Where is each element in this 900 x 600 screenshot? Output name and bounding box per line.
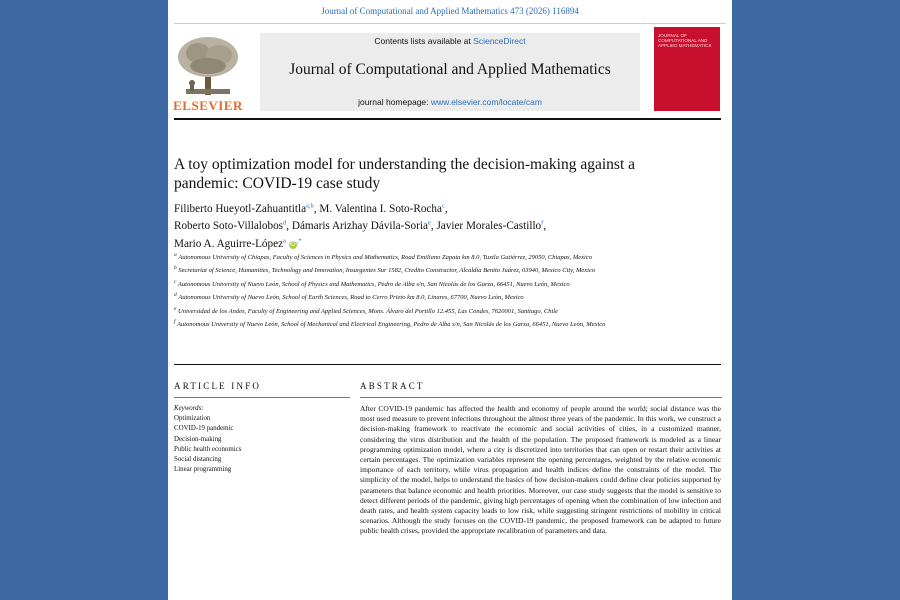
- affiliation-marker[interactable]: e: [427, 219, 431, 227]
- abstract-heading: ABSTRACT: [360, 381, 425, 391]
- contents-line: [260, 36, 640, 46]
- homepage-link[interactable]: www.elsevier.com/locate/cam: [430, 97, 542, 107]
- affiliation-marker[interactable]: a,b: [306, 202, 314, 209]
- keyword: Public health economics: [174, 445, 242, 453]
- author: Dámaris Arizhay Dávila-Soria$^e$,: [291, 219, 434, 233]
- publisher-name: ELSEVIER: [173, 98, 243, 113]
- divider: [174, 364, 721, 365]
- author: Mario A. Aguirre-López$^a$ iD,*: [174, 237, 302, 251]
- affiliation-marker[interactable]: c: [441, 202, 445, 209]
- journal-title: Journal of Computational and Applied Mathematics: [289, 61, 611, 78]
- affiliation-item: $^d$ Autonomous University of Nuevo León, School of Earth Sciences, Road to Cerro Prieto km 8.0, Linares, 67700, Nuevo León, Mexico: [174, 292, 524, 302]
- corresponding-author-marker[interactable]: ,*: [296, 237, 302, 245]
- journal-masthead: [260, 33, 640, 111]
- keyword: Social distancing: [174, 456, 222, 464]
- divider: [174, 23, 726, 24]
- contents-prefix: Contents lists available at: [374, 36, 471, 46]
- affiliation-item: $^a$ Autonomous University of Chiapas, Faculty of Sciences in Physics and Mathematics, Road Emiliano Zapata km 8.0, Tuxtla Gutiérrez, 29050, Chiapas, Mexico: [174, 252, 592, 262]
- homepage-line: [260, 97, 640, 107]
- affiliation-marker[interactable]: d: [283, 219, 287, 227]
- affiliations: [174, 250, 634, 331]
- abstract-text: After COVID-19 pandemic has affected the health and economy of people around the world; social distance was the most used measure to prevent infections throughout the almost three years of the pandemic. In this work, we construct a decision-making framework to reactivate the economic and social activities of cities, in a customized manner, considering the virus distribution and the health of the population. The proposed framework is modeled as a linear programming optimization model, where a city is discretized into territories that can open or restart their activities at certain percentages. The optimization variables represent the opening percentages, weighted by the relative economic importance of each territory, while virus propagation and health indices define the constraints of the model. The simplicity of the model, helps to understand the basics of how decision-makers could define clear policies supported by parameters that balance economic and health priorities. Moreover, our case study suggests that the model is sensitive to detect different periods of the pandemic, giving high percentages of opening when the combination of low infection and death rates, and health system capacity leads to low risk, while suggesting stringent restrictions of mobility in critical scenarios. Although the study focuses on the COVID-19 pandemic, the proposed framework can be adapted to future public health crises, provided the appropriate recalibration of parameters and data.: [360, 404, 721, 536]
- orcid-icon[interactable]: iD: [289, 242, 296, 249]
- keyword: Optimization: [174, 415, 211, 423]
- keyword: Linear programming: [174, 466, 232, 474]
- journal-citation[interactable]: Journal of Computational and Applied Mathematics 473 (2026) 116894: [321, 6, 579, 16]
- affiliation-item: $^b$ Secretariat of Science, Humanities, Technology and Innovation, Insurgentes Sur 1582, Credito Constructor, Alcaldía Benito Juárez, 03940, Mexico City, Mexico: [174, 265, 596, 275]
- author: Javier Morales-Castillo$^f$,: [436, 219, 547, 233]
- keywords-label: Keywords:: [174, 405, 204, 412]
- affiliation-item: $^c$ Autonomous University of Nuevo León, School of Physics and Mathematics, Pedro de Alba s/n, San Nicolás de los Garza, 66451, Nuevo León, Mexico: [174, 278, 570, 289]
- affiliation-marker[interactable]: a: [283, 237, 286, 245]
- divider: [174, 118, 721, 120]
- keyword: COVID-19 pandemic: [174, 425, 234, 433]
- affiliation-marker[interactable]: f: [541, 219, 544, 227]
- author: Roberto Soto-Villalobos$^d$,: [174, 219, 290, 233]
- author-list: [174, 199, 694, 252]
- author: Filiberto Hueyotl-Zahuantitla$^{a,b}$,: [174, 202, 317, 215]
- paper-title: A toy optimization model for understanding the decision-making against a pandemic: COVID-19 case study: [174, 156, 636, 192]
- keywords-list: [174, 404, 350, 475]
- cover-title: JOURNAL OF COMPUTATIONAL AND APPLIED MATHEMATICS: [658, 33, 712, 48]
- affiliation-item: $^f$ Autonomous University of Nuevo León, School of Mechanical and Electrical Engineering, Pedro de Alba s/n, San Nicolás de los Garza, 66451, Nuevo León, Mexico: [174, 319, 606, 329]
- homepage-prefix: journal homepage:: [358, 97, 429, 107]
- sciencedirect-link[interactable]: ScienceDirect: [473, 36, 526, 46]
- journal-cover-image[interactable]: [654, 27, 720, 111]
- affiliation-item: $^e$ Universidad de los Andes, Faculty of Engineering and Applied Sciences, Mons. Álvaro del Portillo 12.455, Las Condes, 7620001, Santiago, Chile: [174, 305, 558, 315]
- divider: [360, 397, 722, 398]
- keyword: Decision-making: [174, 435, 222, 443]
- author: M. Valentina I. Soto-Rocha$^c$,: [319, 202, 448, 215]
- article-info-heading: ARTICLE INFO: [174, 381, 262, 391]
- paper-page: [168, 0, 732, 600]
- divider: [174, 397, 350, 398]
